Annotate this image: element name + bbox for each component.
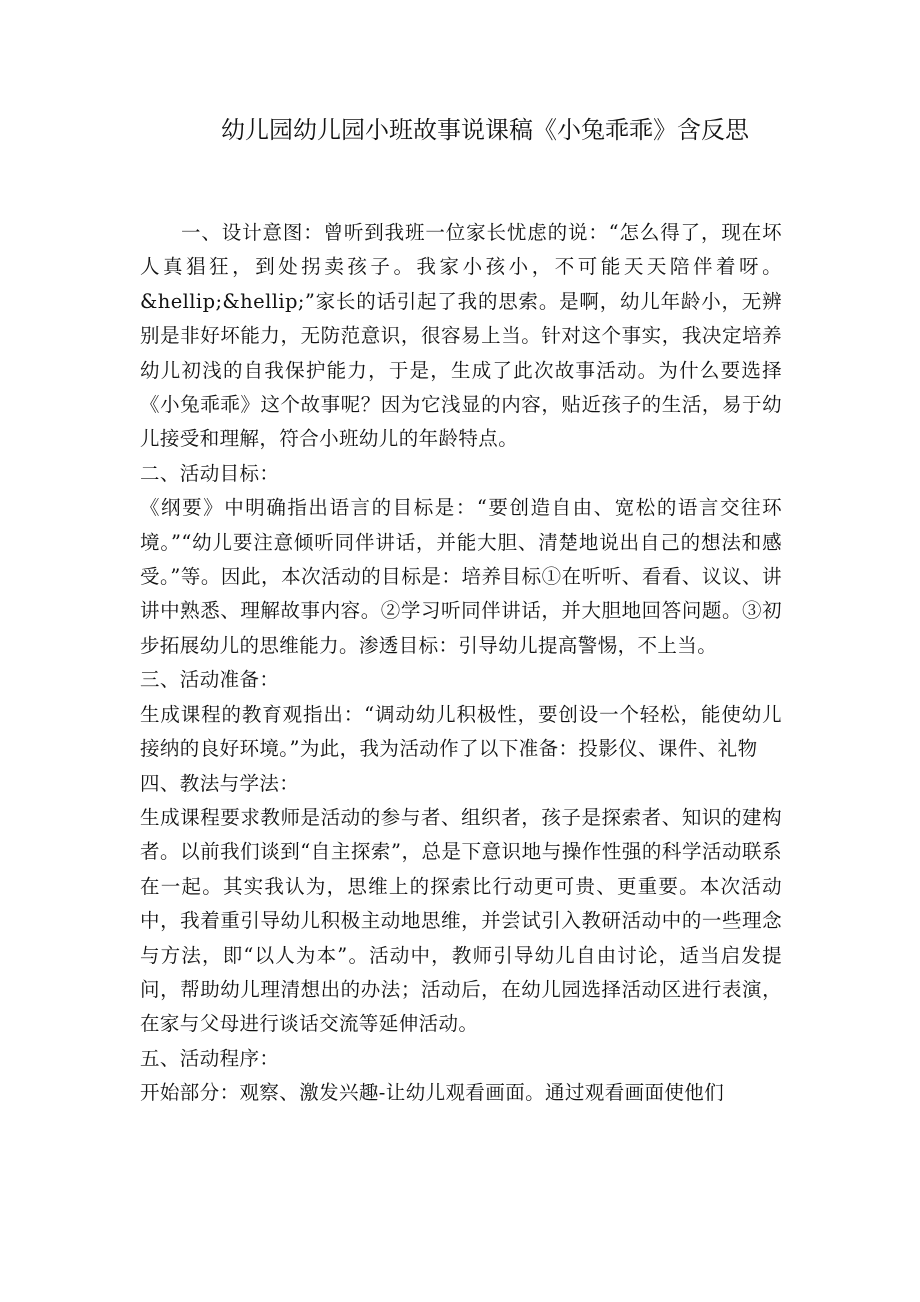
heading-activity-procedure: 五、活动程序：: [140, 1046, 280, 1070]
paragraph-activity-preparation: 生成课程的教育观指出：“调动幼儿积极性，要创设一个轻松，能使幼儿接纳的良好环境。”为此，我为活动作了以下准备：投影仪、课件、礼物: [140, 702, 782, 761]
paragraph-activity-procedure: 开始部分：观察、激发兴趣-让幼儿观看画面。通过观看画面使他们: [140, 1081, 725, 1105]
paragraph-design-intent: 一、设计意图：曾听到我班一位家长忧虑的说：“怎么得了，现在坏人真猖狂，到处拐卖孩子。我家小孩小，不可能天天陪伴着呀。&hellip;&hellip;”家长的话引起了我的思索。是啊，幼儿年龄小，无辨别是非好坏能力，无防范意识，很容易上当。针对这个事实，我决定培养幼儿初浅的自我保护能力，于是，生成了此次故事活动。为什么要选择《小兔乖乖》这个故事呢？因为它浅显的内容，贴近孩子的生活，易于幼儿接受和理解，符合小班幼儿的年龄特点。: [140, 221, 782, 451]
document-title: 幼儿园幼儿园小班故事说课稿《小兔乖乖》含反思: [221, 116, 749, 144]
paragraph-activity-goals: 《纲要》中明确指出语言的目标是：“要创造自由、宽松的语言交往环境。”“幼儿要注意倾听同伴讲话，并能大胆、清楚地说出自己的想法和感受。”等。因此，本次活动的目标是：培养目标①在听听、看看、议议、讲讲中熟悉、理解故事内容。②学习听同伴讲话，并大胆地回答问题。③初步拓展幼儿的思维能力。渗透目标：引导幼儿提高警惕，不上当。: [140, 496, 782, 657]
heading-activity-preparation: 三、活动准备：: [140, 668, 280, 692]
heading-activity-goals: 二、活动目标：: [140, 461, 280, 485]
document-body: [140, 216, 782, 1111]
heading-teaching-methods: 四、教法与学法：: [140, 771, 300, 795]
paragraph-teaching-methods: 生成课程要求教师是活动的参与者、组织者，孩子是探索者、知识的建构者。以前我们谈到“自主探索”，总是下意识地与操作性强的科学活动联系在一起。其实我认为，思维上的探索比行动更可贵、更重要。本次活动中，我着重引导幼儿积极主动地思维，并尝试引入教研活动中的一些理念与方法，即“以人为本”。活动中，教师引导幼儿自由讨论，适当启发提问，帮助幼儿理清想出的办法；活动后，在幼儿园选择活动区进行表演，在家与父母进行谈话交流等延伸活动。: [140, 805, 782, 1036]
